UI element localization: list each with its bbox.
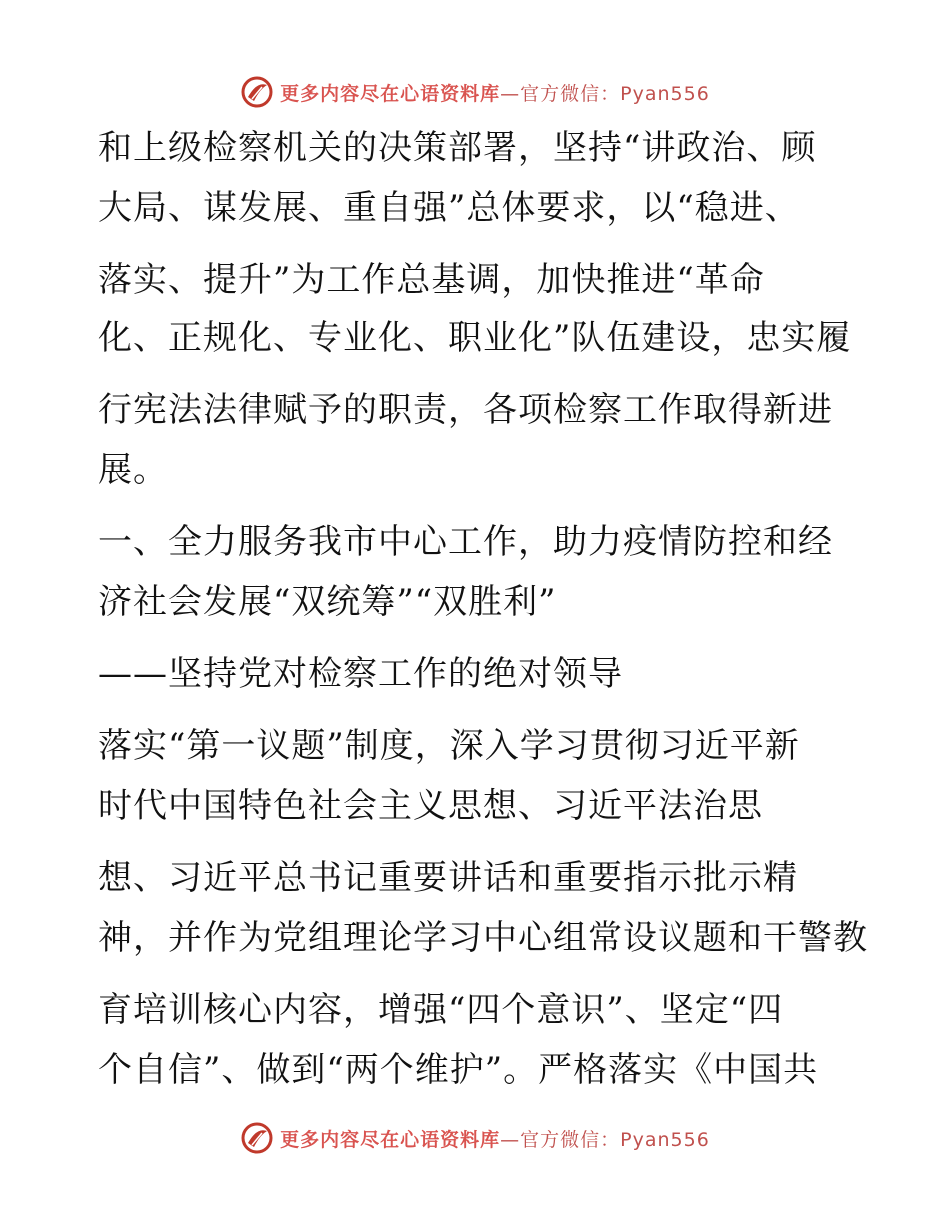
body-line-4: 化、正规化、专业化、职业化”队伍建设，忠实履 bbox=[98, 318, 852, 358]
body-line-3: 落实、提升”为工作总基调，加快推进“革命 bbox=[98, 260, 765, 300]
footer-watermark-banner bbox=[0, 1118, 950, 1158]
subsection-heading: ——坚持党对检察工作的绝对领导 bbox=[98, 654, 623, 694]
body-line-2: 大局、谋发展、重自强”总体要求，以“稳进、 bbox=[98, 188, 800, 228]
body-line-5: 行宪法法律赋予的职责，各项检察工作取得新进 bbox=[98, 390, 833, 430]
body-line-12: 个自信”、做到“两个维护”。严格落实《中国共 bbox=[98, 1050, 819, 1090]
body-line-7: 落实“第一议题”制度，深入学习贯彻习近平新 bbox=[98, 726, 800, 766]
banner-main-text: 更多内容尽在心语资料库 bbox=[280, 1128, 501, 1151]
body-line-8: 时代中国特色社会主义思想、习近平法治思 bbox=[98, 786, 763, 826]
section-heading-1: 一、全力服务我市中心工作，助力疫情防控和经 bbox=[98, 522, 833, 562]
banner-main-text: 更多内容尽在心语资料库 bbox=[280, 82, 501, 105]
banner-sub-text: —官方微信：Pyan556 bbox=[500, 1128, 710, 1151]
body-line-9: 想、习近平总书记重要讲话和重要指示批示精 bbox=[98, 858, 798, 898]
header-watermark-banner bbox=[0, 72, 950, 112]
body-line-1: 和上级检察机关的决策部署，坚持“讲政治、顾 bbox=[98, 128, 817, 168]
pen-logo-icon bbox=[240, 75, 274, 109]
section-heading-1-cont: 济社会发展“双统筹”“双胜利” bbox=[98, 582, 557, 622]
pen-logo-icon bbox=[240, 1121, 274, 1155]
body-line-6: 展。 bbox=[98, 450, 168, 490]
body-line-11: 育培训核心内容，增强“四个意识”、坚定“四 bbox=[98, 990, 784, 1030]
banner-sub-text: —官方微信：Pyan556 bbox=[500, 82, 710, 105]
body-line-10: 神，并作为党组理论学习中心组常设议题和干警教 bbox=[98, 918, 868, 958]
